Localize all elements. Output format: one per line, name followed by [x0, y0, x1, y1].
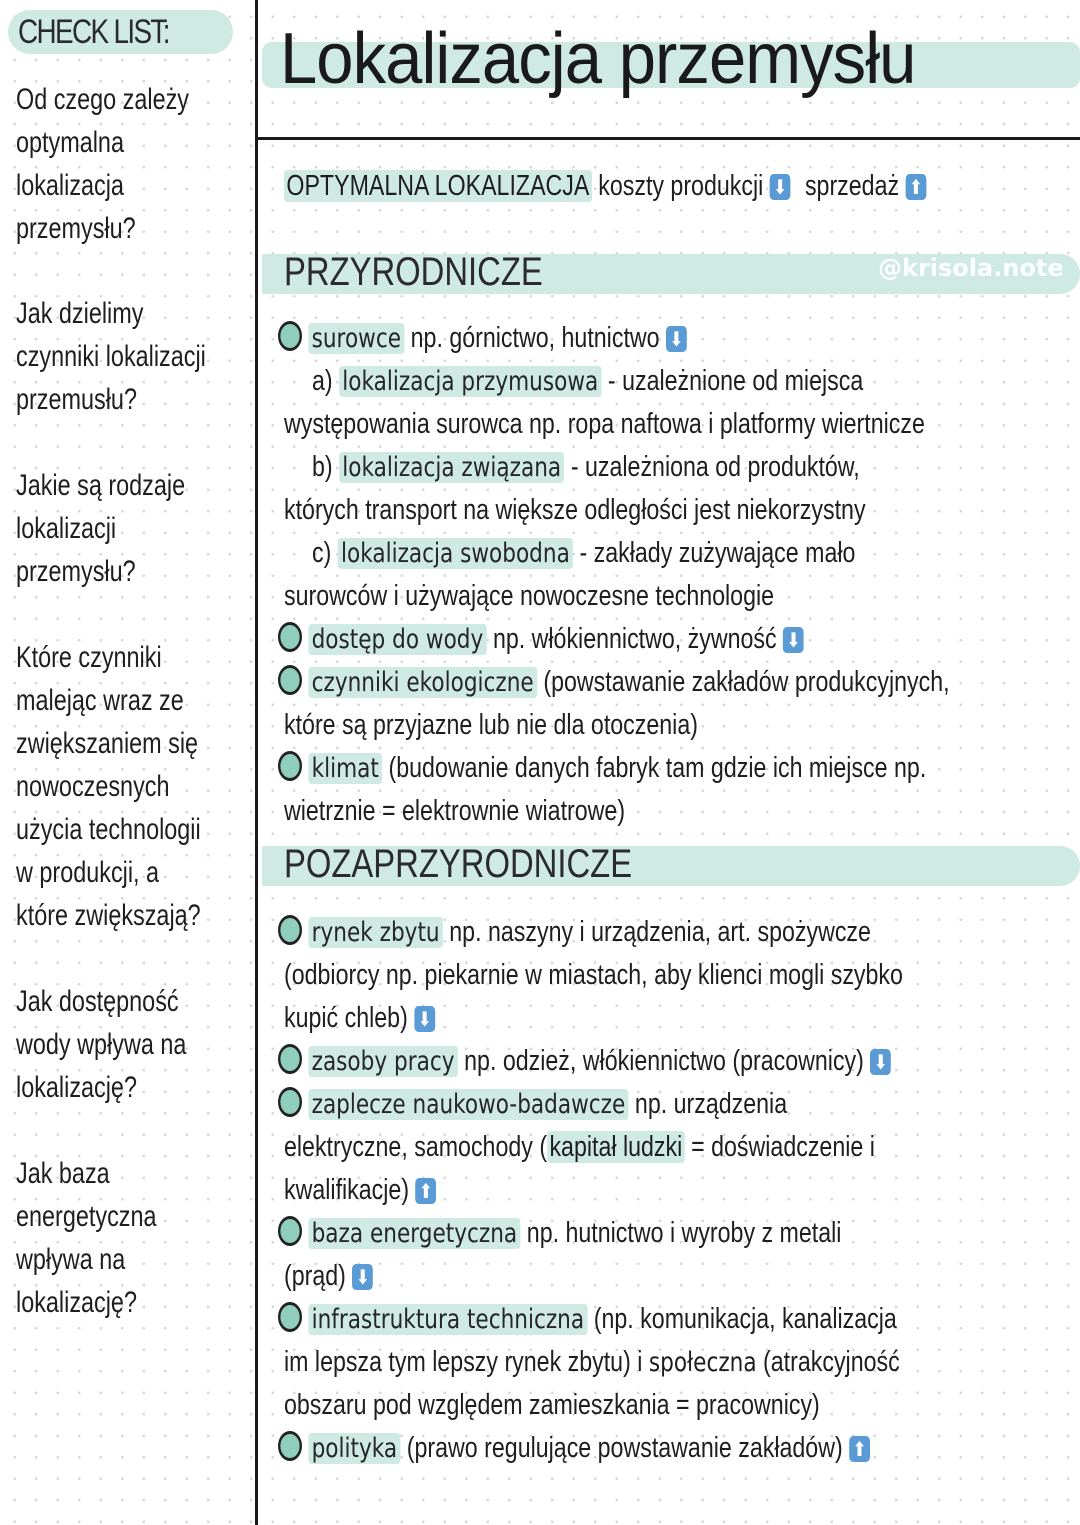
- question-line: zwiększaniem się: [16, 727, 199, 760]
- question-line: nowoczesnych: [16, 770, 170, 803]
- list-prefix: a): [312, 365, 333, 397]
- section-title-non-natural: POZAPRZYRODNICZE: [284, 842, 633, 886]
- question-line: Które czynniki: [16, 641, 162, 674]
- factor-text: elektryczne, samochody (: [284, 1131, 548, 1163]
- factor-term: infrastruktura techniczna: [308, 1304, 587, 1335]
- question-line: w produkcji, a: [16, 856, 160, 889]
- watermark: @krisola.note: [878, 254, 1064, 282]
- question-line: Jak dzielimy: [16, 297, 144, 330]
- factor-baza-energetyczna: [278, 1213, 841, 1254]
- list-prefix: b): [312, 451, 333, 483]
- location-type-text: - uzależnione od miejsca: [607, 365, 864, 397]
- bullet-circle-icon: [278, 622, 302, 652]
- list-prefix: c): [312, 537, 332, 569]
- question-line: przemysłu?: [16, 555, 136, 588]
- question-line: które zwiększają?: [16, 899, 201, 932]
- factor-text: = doświadczenie i: [684, 1131, 875, 1163]
- factor-text: np. urządzenia: [634, 1088, 788, 1120]
- location-type-a: [312, 361, 863, 402]
- question-3: [16, 464, 242, 593]
- factor-zasoby-pracy: [278, 1041, 891, 1082]
- factor-text: im lepsza tym lepszy rynek zbytu) i: [284, 1346, 649, 1378]
- question-line: użycia technologii: [16, 813, 201, 846]
- factor-text: (prawo regulujące powstawanie zakładów): [406, 1432, 843, 1464]
- costs-text: koszty produkcji: [598, 170, 764, 202]
- title-underline: [255, 137, 1080, 140]
- question-line: wpływa na: [16, 1243, 126, 1276]
- text-line: występowania surowca np. ropa naftowa i platformy wiertnicze: [284, 408, 925, 440]
- highlighted-term: kapitał ludzki: [547, 1131, 685, 1163]
- question-line: lokalizację?: [16, 1071, 137, 1104]
- question-line: lokalizację?: [16, 1286, 137, 1319]
- factor-text: np. odzież, włókiennictwo (pracownicy): [464, 1045, 864, 1077]
- text-line-with-arrow: [284, 1170, 436, 1210]
- section-title-natural: PRZYRODNICZE: [284, 250, 543, 294]
- factor-text: np. włókiennictwo, żywność: [492, 623, 777, 655]
- location-type-text: - zakłady zużywające mało: [579, 537, 856, 569]
- bullet-circle-icon: [278, 1302, 302, 1332]
- arrow-down-icon: ⬇: [666, 326, 687, 352]
- question-line: optymalna: [16, 126, 124, 159]
- bullet-circle-icon: [278, 665, 302, 695]
- sales-text: sprzedaż: [804, 170, 900, 202]
- factor-surowce: [278, 318, 687, 359]
- factor-klimat: [278, 748, 926, 789]
- text-line: (odbiorcy np. piekarnie w miastach, aby klienci mogli szybko: [284, 959, 903, 991]
- bullet-circle-icon: [278, 1216, 302, 1246]
- question-6: [16, 1152, 242, 1324]
- bullet-circle-icon: [278, 1044, 302, 1074]
- question-line: przemusłu?: [16, 383, 137, 416]
- factor-term: zaplecze naukowo-badawcze: [308, 1089, 628, 1120]
- location-type-term: lokalizacja swobodna: [338, 538, 573, 569]
- question-line: malejąc wraz ze: [16, 684, 184, 717]
- arrow-up-icon: ⬆: [905, 174, 926, 200]
- checklist-title: CHECK LIST:: [18, 13, 169, 51]
- factor-text: kwalifikacje): [284, 1174, 410, 1206]
- factor-text: (prąd): [284, 1260, 346, 1292]
- factor-text: (budowanie danych fabryk tam gdzie ich miejsce np.: [388, 752, 927, 784]
- bullet-circle-icon: [278, 1431, 302, 1461]
- arrow-down-icon: ⬇: [352, 1264, 373, 1290]
- factor-term: czynniki ekologiczne: [308, 667, 537, 698]
- factor-term: baza energetyczna: [308, 1218, 520, 1249]
- location-type-c: [312, 533, 855, 574]
- question-line: wody wpływa na: [16, 1028, 187, 1061]
- factor-term-plain: społeczna: [648, 1347, 757, 1378]
- arrow-up-icon: ⬆: [849, 1436, 870, 1462]
- location-type-term: lokalizacja związana: [339, 452, 564, 483]
- factor-term: dostęp do wody: [308, 624, 486, 655]
- question-line: Od czego zależy: [16, 83, 189, 116]
- factor-infrastruktura: [278, 1299, 897, 1340]
- arrow-down-icon: ⬇: [770, 174, 791, 200]
- factor-rynek-zbytu: [278, 912, 871, 953]
- text-line: wietrznie = elektrownie wiatrowe): [284, 795, 626, 827]
- text-line: [284, 1127, 875, 1167]
- question-line: przemysłu?: [16, 212, 136, 245]
- question-4: [16, 636, 242, 937]
- bullet-circle-icon: [278, 321, 302, 351]
- location-type-text: - uzależniona od produktów,: [570, 451, 860, 483]
- factor-text: (atrakcyjność: [756, 1346, 900, 1378]
- factor-term: polityka: [308, 1433, 400, 1464]
- text-line: które są przyjazne lub nie dla otoczenia): [284, 709, 698, 741]
- arrow-down-icon: ⬇: [414, 1006, 435, 1032]
- question-5: [16, 980, 242, 1109]
- question-line: Jak dostępność: [16, 985, 179, 1018]
- question-line: lokalizacja: [16, 169, 124, 202]
- bullet-circle-icon: [278, 915, 302, 945]
- vertical-divider: [255, 0, 258, 1525]
- factor-polityka: [278, 1428, 870, 1469]
- factor-text: (powstawanie zakładów produkcyjnych,: [543, 666, 950, 698]
- optimal-location-label: OPTYMALNA LOKALIZACJA: [284, 170, 592, 202]
- factor-zaplecze: [278, 1084, 787, 1125]
- text-line: [284, 1342, 900, 1383]
- factor-term: rynek zbytu: [308, 917, 442, 948]
- factor-text: np. naszyny i urządzenia, art. spożywcze: [449, 916, 871, 948]
- factor-term: surowce: [308, 323, 404, 354]
- optimal-location-line: [284, 166, 926, 206]
- factor-ekologiczne: [278, 662, 950, 703]
- factor-text: np. hutnictwo i wyroby z metali: [526, 1217, 842, 1249]
- factor-text: np. górnictwo, hutnictwo: [410, 322, 660, 354]
- bullet-circle-icon: [278, 751, 302, 781]
- question-2: [16, 292, 242, 421]
- question-line: Jakie są rodzaje: [16, 469, 186, 502]
- question-line: lokalizacji: [16, 512, 117, 545]
- question-line: czynniki lokalizacji: [16, 340, 206, 373]
- factor-text: kupić chleb): [284, 1002, 408, 1034]
- page-title: Lokalizacja przemysłu: [280, 19, 916, 99]
- location-type-b: [312, 447, 860, 488]
- arrow-down-icon: ⬇: [783, 627, 804, 653]
- factor-text: (np. komunikacja, kanalizacja: [593, 1303, 897, 1335]
- bullet-circle-icon: [278, 1087, 302, 1117]
- text-line-with-arrow: [284, 998, 435, 1038]
- text-line-with-arrow: [284, 1256, 373, 1296]
- text-line: surowców i używające nowoczesne technologie: [284, 580, 775, 612]
- question-1: [16, 78, 242, 250]
- factor-term: zasoby pracy: [308, 1046, 457, 1077]
- factor-term: klimat: [308, 753, 382, 784]
- arrow-up-icon: ⬆: [415, 1178, 436, 1204]
- location-type-term: lokalizacja przymusowa: [339, 366, 601, 397]
- text-line: obszaru pod względem zamieszkania = pracownicy): [284, 1389, 820, 1421]
- question-line: Jak baza: [16, 1157, 110, 1190]
- arrow-down-icon: ⬇: [870, 1049, 891, 1075]
- text-line: których transport na większe odległości jest niekorzystny: [284, 494, 866, 526]
- question-line: energetyczna: [16, 1200, 157, 1233]
- factor-woda: [278, 619, 804, 660]
